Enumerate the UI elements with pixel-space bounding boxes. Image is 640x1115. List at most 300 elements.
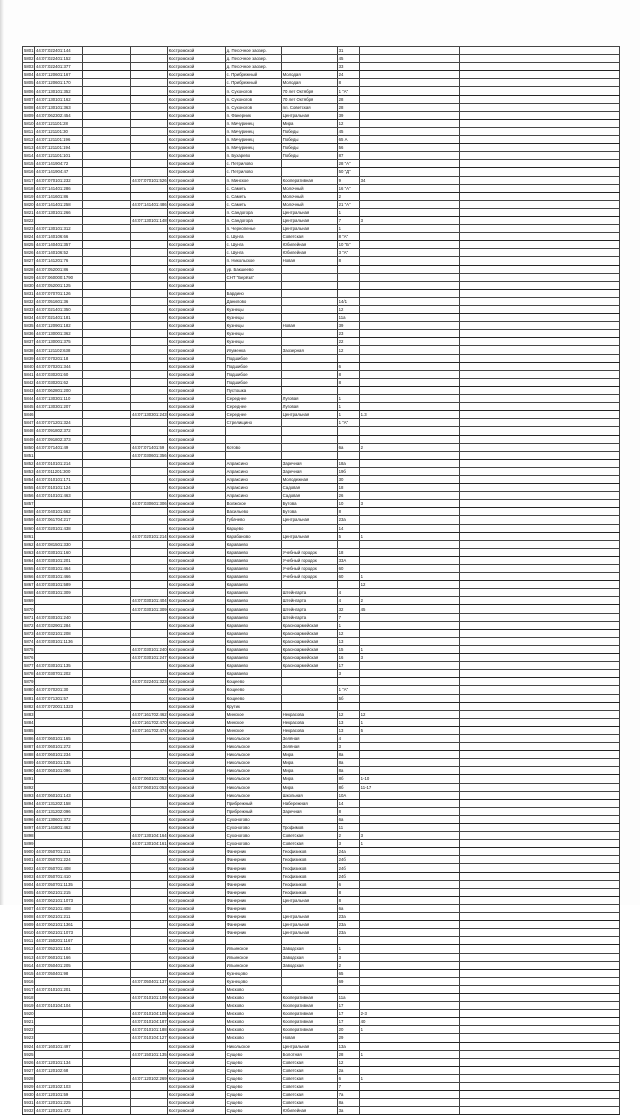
locality-cell: Карабаново: [225, 532, 281, 540]
street-cell: Советская: [281, 1099, 337, 1107]
notes-cell: [459, 370, 619, 378]
table-row: [23, 775, 620, 783]
locality-cell: п. Сандогора: [225, 208, 281, 216]
district-cell: Костромской: [167, 961, 225, 969]
table-row: [23, 427, 620, 435]
house-number-cell: 32: [337, 605, 359, 613]
cadastral-number-secondary-cell: [131, 613, 168, 621]
house-number-cell: 17: [337, 662, 359, 670]
locality-cell: Караваево: [225, 621, 281, 629]
apartment-cell: [359, 508, 459, 516]
house-number-cell: 50 "Д": [337, 168, 359, 176]
empty-cell: [83, 152, 131, 160]
cadastral-number-secondary-cell: [131, 508, 168, 516]
locality-cell: Апраксино: [225, 459, 281, 467]
district-cell: Костромской: [167, 1058, 225, 1066]
street-cell: [281, 168, 337, 176]
table-row: [23, 1058, 620, 1066]
cadastral-number-cell: [35, 1034, 83, 1042]
locality-cell: Мисково: [225, 993, 281, 1001]
district-cell: Костромской: [167, 953, 225, 961]
empty-cell: [83, 516, 131, 524]
empty-cell: [83, 1010, 131, 1018]
apartment-cell: 1: [359, 1050, 459, 1058]
apartment-cell: 3: [359, 832, 459, 840]
table-row: [23, 751, 620, 759]
empty-cell: [83, 815, 131, 823]
table-row: [23, 225, 620, 233]
notes-cell: [459, 1066, 619, 1074]
notes-cell: [459, 581, 619, 589]
cadastral-number-cell: 44:07:060101:234: [35, 751, 83, 759]
street-cell: Мира: [281, 767, 337, 775]
table-row: [23, 508, 620, 516]
table-row: [23, 532, 620, 540]
row-number-cell: 5900: [24, 849, 34, 855]
table-row: [23, 573, 620, 581]
cadastral-number-secondary-cell: [131, 969, 168, 977]
row-number-cell: 5892: [24, 784, 34, 790]
empty-cell: [83, 265, 131, 273]
apartment-cell: 1-10: [359, 775, 459, 783]
apartment-cell: [359, 743, 459, 751]
row-number-cell: 5874: [24, 638, 34, 644]
district-cell: Костромской: [167, 451, 225, 459]
district-cell: Костромской: [167, 297, 225, 305]
apartment-cell: [359, 589, 459, 597]
empty-cell: [83, 281, 131, 289]
notes-cell: [459, 662, 619, 670]
notes-cell: [459, 427, 619, 435]
apartment-cell: [359, 1091, 459, 1099]
district-cell: Костромской: [167, 459, 225, 467]
house-number-cell: 13а: [337, 1042, 359, 1050]
cadastral-number-cell: 44:07:121101:194: [35, 144, 83, 152]
notes-cell: [459, 386, 619, 394]
house-number-cell: 19б: [337, 467, 359, 475]
row-number-cell: 5894: [24, 800, 34, 806]
street-cell: Красноармейская: [281, 662, 337, 670]
cadastral-number-cell: 44:07:010104:104: [35, 1002, 83, 1010]
street-cell: Молодежная: [281, 475, 337, 483]
house-number-cell: 56: [337, 144, 359, 152]
street-cell: Центральная: [281, 411, 337, 419]
table-row: [23, 119, 620, 127]
district-cell: Костромской: [167, 500, 225, 508]
district-cell: Костромской: [167, 840, 225, 848]
street-cell: Центральная: [281, 225, 337, 233]
row-number-cell: 5913: [24, 954, 34, 960]
row-number-cell: 5912: [24, 946, 34, 952]
notes-cell: [459, 411, 619, 419]
house-number-cell: 65 А: [337, 136, 359, 144]
street-cell: Бутова: [281, 508, 337, 516]
empty-cell: [83, 759, 131, 767]
row-number-cell: 5861: [24, 533, 34, 539]
house-number-cell: 1: [337, 411, 359, 419]
row-number-cell: 5827: [24, 258, 34, 264]
locality-cell: Никольское: [225, 783, 281, 791]
apartment-cell: [359, 929, 459, 937]
apartment-cell: [359, 71, 459, 79]
district-cell: Костромской: [167, 524, 225, 532]
apartment-cell: [359, 856, 459, 864]
apartment-cell: [359, 945, 459, 953]
table-row: [23, 346, 620, 354]
row-number-cell: 5870: [24, 606, 34, 612]
table-row: [23, 718, 620, 726]
cadastral-number-secondary-cell: [131, 573, 168, 581]
cadastral-number-cell: 44:07:032101:208: [35, 629, 83, 637]
cadastral-number-secondary-cell: [131, 540, 168, 548]
empty-cell: [83, 993, 131, 1001]
cadastral-number-cell: [35, 411, 83, 419]
house-number-cell: 1: [337, 225, 359, 233]
empty-cell: [83, 654, 131, 662]
notes-cell: [459, 629, 619, 637]
street-cell: Юбилейная: [281, 1107, 337, 1115]
cadastral-number-secondary-cell: [131, 95, 168, 103]
cadastral-number-cell: 44:07:141601:86: [35, 192, 83, 200]
cadastral-number-cell: 44:07:030101:160: [35, 548, 83, 556]
table-row: [23, 435, 620, 443]
row-number-cell: 5893: [24, 792, 34, 798]
cadastral-number-secondary-cell: 44:07:030601:356: [132, 452, 167, 458]
street-cell: [281, 297, 337, 305]
notes-cell: [459, 395, 619, 403]
cadastral-number-secondary-cell: [131, 79, 168, 87]
house-number-cell: [337, 540, 359, 548]
locality-cell: Фанерник: [225, 856, 281, 864]
house-number-cell: 28: [337, 95, 359, 103]
house-number-cell: [337, 985, 359, 993]
district-cell: Костромской: [167, 419, 225, 427]
locality-cell: Караваево: [225, 613, 281, 621]
cadastral-number-cell: 44:07:120601:170: [35, 79, 83, 87]
notes-cell: [459, 459, 619, 467]
row-number-cell: 5922: [24, 1027, 34, 1033]
district-cell: Костромской: [167, 621, 225, 629]
apartment-cell: [359, 613, 459, 621]
cadastral-number-cell: 44:07:140106:52: [35, 249, 83, 257]
locality-cell: Сухоногово: [225, 832, 281, 840]
cadastral-number-cell: 44:07:062101:408: [35, 904, 83, 912]
locality-cell: Кузнецы: [225, 322, 281, 330]
cadastral-number-cell: [35, 654, 83, 662]
house-number-cell: 18а: [337, 459, 359, 467]
cadastral-number-cell: 44:07:141201:76: [35, 257, 83, 265]
apartment-cell: [359, 524, 459, 532]
table-row: [23, 993, 620, 1001]
empty-cell: [83, 403, 131, 411]
notes-cell: [459, 492, 619, 500]
house-number-cell: 2а: [337, 1066, 359, 1074]
row-number-cell: 5814: [24, 153, 34, 159]
cadastral-number-secondary-cell: [131, 419, 168, 427]
street-cell: [281, 281, 337, 289]
notes-cell: [459, 136, 619, 144]
street-cell: Советская: [281, 1083, 337, 1091]
empty-cell: [83, 1050, 131, 1058]
house-number-cell: 8: [337, 257, 359, 265]
apartment-cell: [359, 565, 459, 573]
street-cell: 70 лет Октября: [281, 95, 337, 103]
table-row: [23, 257, 620, 265]
empty-cell: [83, 832, 131, 840]
notes-cell: [459, 314, 619, 322]
cadastral-number-cell: 44:07:070701:126: [35, 289, 83, 297]
street-cell: Мира: [281, 783, 337, 791]
apartment-cell: [359, 953, 459, 961]
street-cell: [281, 63, 337, 71]
row-number-cell: 5915: [24, 970, 34, 976]
empty-cell: [83, 1034, 131, 1042]
locality-cell: Сущево: [225, 1099, 281, 1107]
notes-cell: [459, 556, 619, 564]
apartment-cell: [359, 759, 459, 767]
street-cell: [281, 443, 337, 451]
row-number-cell: 5851: [24, 452, 34, 458]
locality-cell: Сущево: [225, 1083, 281, 1091]
notes-cell: [459, 654, 619, 662]
table-row: [23, 1026, 620, 1034]
district-cell: Костромской: [167, 1010, 225, 1018]
street-cell: [281, 338, 337, 346]
house-number-cell: 33А: [337, 556, 359, 564]
locality-cell: с. Саметь: [225, 184, 281, 192]
notes-cell: [459, 896, 619, 904]
notes-cell: [459, 208, 619, 216]
house-number-cell: 6: [337, 1074, 359, 1082]
street-cell: Центральная: [281, 532, 337, 540]
house-number-cell: 11а: [337, 314, 359, 322]
house-number-cell: 3 "А": [337, 249, 359, 257]
house-number-cell: 17: [337, 1002, 359, 1010]
row-number-cell: 5857: [24, 501, 34, 507]
row-number-cell: 5848: [24, 428, 34, 434]
street-cell: Красноармейская: [281, 629, 337, 637]
cadastral-number-cell: [35, 775, 83, 783]
notes-cell: [459, 249, 619, 257]
table-row: [23, 459, 620, 467]
notes-cell: [459, 475, 619, 483]
notes-cell: [459, 775, 619, 783]
district-cell: Костромской: [167, 734, 225, 742]
street-cell: Мира: [281, 751, 337, 759]
apartment-cell: 34: [359, 176, 459, 184]
street-cell: Юбилейная: [281, 249, 337, 257]
empty-cell: [83, 662, 131, 670]
notes-cell: [459, 1099, 619, 1107]
table-row: [23, 807, 620, 815]
notes-cell: [459, 977, 619, 985]
street-cell: Геофизиков: [281, 856, 337, 864]
table-row: [23, 306, 620, 314]
cadastral-number-cell: 44:07:121101:101: [35, 152, 83, 160]
cadastral-number-cell: 44:07:062101:211: [35, 913, 83, 921]
district-cell: Костромской: [167, 281, 225, 289]
cadastral-number-cell: 44:07:022401:377: [35, 63, 83, 71]
apartment-cell: [359, 103, 459, 111]
house-number-cell: 21 "А": [337, 200, 359, 208]
house-number-cell: 60: [337, 565, 359, 573]
cadastral-number-cell: 44:07:130101:312: [35, 225, 83, 233]
table-row: [23, 710, 620, 718]
house-number-cell: 2: [337, 961, 359, 969]
house-number-cell: 45: [337, 55, 359, 63]
apartment-cell: [359, 354, 459, 362]
district-cell: Костромской: [167, 265, 225, 273]
cadastral-number-cell: 44:07:022401:152: [35, 55, 83, 63]
notes-cell: [459, 743, 619, 751]
cadastral-number-cell: 44:07:160101:497: [35, 1042, 83, 1050]
house-number-cell: [337, 702, 359, 710]
district-cell: Костромской: [167, 548, 225, 556]
table-row: [23, 111, 620, 119]
district-cell: Костромской: [167, 508, 225, 516]
cadastral-number-secondary-cell: [131, 848, 168, 856]
cadastral-number-secondary-cell: [131, 1066, 168, 1074]
district-cell: Костромской: [167, 678, 225, 686]
empty-cell: [83, 257, 131, 265]
district-cell: Костромской: [167, 767, 225, 775]
house-number-cell: [337, 427, 359, 435]
street-cell: Заречная: [281, 807, 337, 815]
row-number-cell: 5907: [24, 905, 34, 911]
street-cell: Центральная: [281, 111, 337, 119]
empty-cell: [83, 775, 131, 783]
locality-cell: Апраксино: [225, 467, 281, 475]
cadastral-number-cell: 44:07:141401:286: [35, 184, 83, 192]
row-number-cell: 5837: [24, 339, 34, 345]
empty-cell: [83, 864, 131, 872]
cadastral-number-cell: 44:07:030101:201: [35, 556, 83, 564]
apartment-cell: 2: [359, 597, 459, 605]
cadastral-number-secondary-cell: [131, 929, 168, 937]
house-number-cell: 22: [337, 338, 359, 346]
row-number-cell: 5832: [24, 298, 34, 304]
cadastral-number-cell: [35, 597, 83, 605]
empty-cell: [83, 111, 131, 119]
apartment-cell: [359, 427, 459, 435]
notes-cell: [459, 832, 619, 840]
cadastral-number-secondary-cell: 44:07:030101:247: [132, 655, 167, 661]
cadastral-number-secondary-cell: [131, 346, 168, 354]
row-number-cell: 5866: [24, 574, 34, 580]
locality-cell: Никольское: [225, 791, 281, 799]
street-cell: пл. Советская: [281, 103, 337, 111]
district-cell: Костромской: [167, 670, 225, 678]
street-cell: [281, 702, 337, 710]
notes-cell: [459, 192, 619, 200]
notes-cell: [459, 1042, 619, 1050]
cadastral-number-secondary-cell: [131, 921, 168, 929]
district-cell: Костромской: [167, 184, 225, 192]
cadastral-number-secondary-cell: [131, 55, 168, 63]
empty-cell: [83, 969, 131, 977]
empty-cell: [83, 225, 131, 233]
cadastral-number-secondary-cell: 44:07:010104:187: [132, 1019, 167, 1025]
table-row: [23, 670, 620, 678]
cadastral-number-secondary-cell: [131, 637, 168, 645]
cadastral-number-secondary-cell: 44:07:030601:306: [132, 501, 167, 507]
row-number-cell: 5865: [24, 566, 34, 572]
cadastral-number-secondary-cell: [131, 362, 168, 370]
table-row: [23, 799, 620, 807]
cadastral-number-secondary-cell: [131, 403, 168, 411]
table-row: [23, 645, 620, 653]
apartment-cell: [359, 225, 459, 233]
row-number-cell: 5909: [24, 922, 34, 928]
street-cell: Учебный городок: [281, 573, 337, 581]
district-cell: Костромской: [167, 904, 225, 912]
street-cell: [281, 670, 337, 678]
house-number-cell: 20: [337, 1026, 359, 1034]
district-cell: Костромской: [167, 208, 225, 216]
table-row: [23, 516, 620, 524]
street-cell: Советская: [281, 233, 337, 241]
cadastral-number-cell: 44:07:130101:363: [35, 103, 83, 111]
cadastral-number-cell: 44:07:130101:266: [35, 208, 83, 216]
district-cell: Костромской: [167, 443, 225, 451]
empty-cell: [83, 896, 131, 904]
house-number-cell: 8: [337, 807, 359, 815]
cadastral-number-cell: 44:07:050701:1135: [35, 880, 83, 888]
table-row: [23, 403, 620, 411]
locality-cell: Караваево: [225, 654, 281, 662]
empty-cell: [83, 467, 131, 475]
district-cell: Костромской: [167, 718, 225, 726]
notes-cell: [459, 1002, 619, 1010]
street-cell: Геофизиков: [281, 872, 337, 880]
table-row: [23, 832, 620, 840]
street-cell: Геофизиков: [281, 848, 337, 856]
empty-cell: [83, 961, 131, 969]
apartment-cell: [359, 937, 459, 945]
table-row: [23, 702, 620, 710]
notes-cell: [459, 589, 619, 597]
apartment-cell: [359, 241, 459, 249]
locality-cell: Игуменка: [225, 346, 281, 354]
apartment-cell: 40: [359, 1018, 459, 1026]
notes-cell: [459, 176, 619, 184]
house-number-cell: 39: [337, 322, 359, 330]
row-number-cell: 5926: [24, 1059, 34, 1065]
cadastral-number-cell: [35, 500, 83, 508]
row-number-cell: 5890: [24, 768, 34, 774]
street-cell: Кооперативная: [281, 1010, 337, 1018]
locality-cell: д. Песочное заозер.: [225, 55, 281, 63]
locality-cell: п. Сухоногов: [225, 95, 281, 103]
row-number-cell: 5830: [24, 282, 34, 288]
row-number-cell: 5831: [24, 290, 34, 296]
empty-cell: [83, 913, 131, 921]
district-cell: Костромской: [167, 613, 225, 621]
apartment-cell: [359, 475, 459, 483]
apartment-cell: [359, 548, 459, 556]
cadastral-number-secondary-cell: 44:07:030101:240: [132, 646, 167, 652]
locality-cell: п. Мичуринец: [225, 144, 281, 152]
row-number-cell: 5919: [24, 1003, 34, 1009]
apartment-cell: [359, 540, 459, 548]
district-cell: Костромской: [167, 864, 225, 872]
house-number-cell: 28: [337, 103, 359, 111]
apartment-cell: [359, 484, 459, 492]
apartment-cell: [359, 273, 459, 281]
house-number-cell: 23а: [337, 929, 359, 937]
row-number-cell: 5929: [24, 1084, 34, 1090]
apartment-cell: [359, 127, 459, 135]
